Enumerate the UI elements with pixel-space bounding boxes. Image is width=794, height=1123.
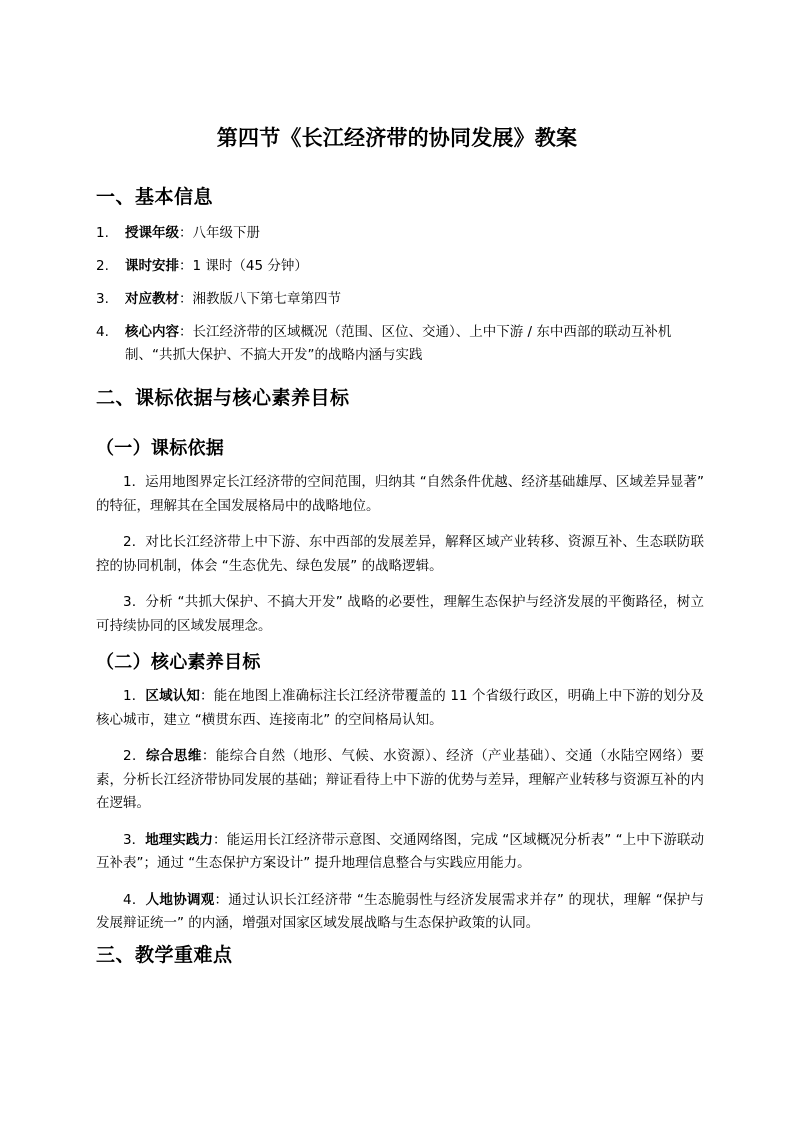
paragraph-number: 1． xyxy=(123,688,146,704)
paragraph-lead: 地理实践力 xyxy=(145,831,214,848)
paragraph-lead: 综合思维 xyxy=(146,748,202,764)
list-item-number: 1. xyxy=(96,225,109,241)
paragraph: 1．运用地图界定长江经济带的空间范围，归纳其 “自然条件优越、经济基础雄厚、区域差异显著” 的特征，理解其在全国发展格局中的战略地位。 xyxy=(96,474,704,514)
list-item-text: 长江经济带的区域概况（范围、区位、交通）、上中下游 / 东中西部的联动互补机制、“共抓大保护、不搞大开发”的战略内涵与实践 xyxy=(125,324,672,363)
list-item-number: 2. xyxy=(96,258,109,274)
list-item xyxy=(96,321,706,367)
paragraph xyxy=(96,889,704,936)
list-item-label: 课时安排 xyxy=(125,258,179,274)
section-heading-basic-info: 一、基本信息 xyxy=(96,186,214,208)
list-item xyxy=(96,288,706,311)
list-item-text: 八年级下册 xyxy=(192,225,260,241)
paragraph-text: 能综合自然（地形、气候、水资源）、经济（产业基础）、交通（水陆空网络）要素，分析长江经济带协同发展的基础；辩证看待上中下游的优势与差异，理解产业转移与资源互补的内在逻辑。 xyxy=(96,748,705,811)
list-item-label: 核心内容 xyxy=(125,324,179,340)
list-item-number: 3. xyxy=(96,291,109,307)
list-item-separator: ： xyxy=(179,258,193,274)
paragraph-separator: ： xyxy=(213,831,227,848)
subsection-heading-standards: （一）课标依据 xyxy=(96,438,225,459)
core-literacy-paragraphs xyxy=(96,685,704,949)
list-item xyxy=(96,222,706,245)
paragraph-separator: ： xyxy=(200,688,214,704)
paragraph xyxy=(96,829,704,876)
list-item-separator: ： xyxy=(179,225,193,241)
list-item xyxy=(96,255,706,278)
paragraph-text: 能运用长江经济带示意图、交通网络图，完成 “区域概况分析表” “上中下游联动互补表”；通过 “生态保护方案设计” 提升地理信息整合与实践应用能力。 xyxy=(96,831,705,871)
section-heading-standards-goals: 二、课标依据与核心素养目标 xyxy=(96,387,350,409)
list-item-separator: ： xyxy=(179,291,193,307)
list-item-label: 授课年级 xyxy=(125,225,179,241)
paragraph-number: 4． xyxy=(123,891,146,908)
paragraph-separator: ： xyxy=(201,748,216,764)
paragraph xyxy=(96,685,704,732)
paragraph-text: 能在地图上准确标注长江经济带覆盖的 11 个省级行政区，明确上中下游的划分及核心城市，建立 “横贯东西、连接南北” 的空间格局认知。 xyxy=(96,688,705,728)
list-item-number: 4. xyxy=(96,324,109,340)
document-title: 第四节《长江经济带的协同发展》教案 xyxy=(216,126,578,150)
list-item-label: 对应教材 xyxy=(125,291,179,307)
paragraph-lead: 人地协调观 xyxy=(145,891,215,908)
paragraph: 2．对比长江经济带上中下游、东中西部的发展差异，解释区域产业转移、资源互补、生态联防联控的协同机制，体会 “生态优先、绿色发展” 的战略逻辑。 xyxy=(96,534,704,574)
basic-info-list xyxy=(96,222,706,377)
paragraph-separator: ： xyxy=(214,891,229,908)
section-heading-key-points: 三、教学重难点 xyxy=(96,944,233,966)
list-item-separator: ： xyxy=(179,324,193,340)
list-item-text: 1 课时（45 分钟） xyxy=(192,258,308,274)
paragraph: 3．分析 “共抓大保护、不搞大开发” 战略的必要性，理解生态保护与经济发展的平衡路径，树立可持续协同的区域发展理念。 xyxy=(96,594,704,634)
paragraph-number: 3． xyxy=(123,831,146,848)
paragraph-number: 2． xyxy=(123,748,146,764)
paragraph-text: 通过认识长江经济带 “生态脆弱性与经济发展需求并存” 的现状，理解 “保护与发展辩证统一” 的内涵，增强对国家区域发展战略与生态保护政策的认同。 xyxy=(96,891,705,931)
list-item-text: 湘教版八下第七章第四节 xyxy=(192,291,341,307)
paragraph-lead: 区域认知 xyxy=(145,688,201,704)
subsection-heading-core-literacy: （二）核心素养目标 xyxy=(96,652,261,673)
standards-paragraphs xyxy=(96,471,704,651)
paragraph xyxy=(96,745,704,816)
